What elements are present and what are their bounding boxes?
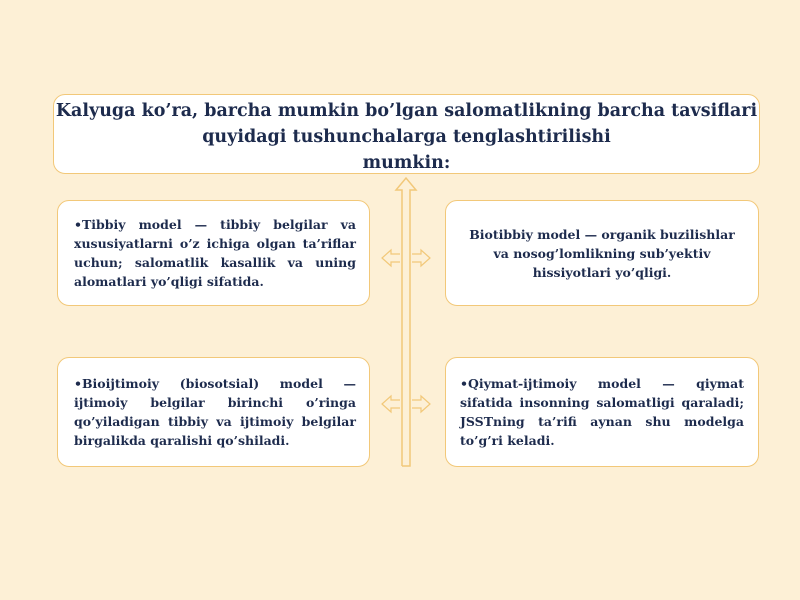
box-qiymat-ijtimoiy-model	[445, 357, 759, 467]
box-biotibbiy-model-text: Biotibbiy model — organik buzilishlar va nosog’lomlikning sub’yektiv hissiyotlari yo’qligi.	[469, 226, 735, 280]
box-tibbiy-model-text: •Tibbiy model — tibbiy belgilar va xususiyatlarni o’z ichiga olgan ta’riflar uchun; salomatlik kasallik va uning alomatlari yo’qligi sifatida.	[74, 217, 356, 289]
title-line-1: Kalyuga ko’ra, barcha mumkin bo’lgan salomatlikning barcha tavsiflari	[55, 101, 758, 121]
box-bioijtimoiy-model-text: •Bioijtimoiy (biosotsial) model — ijtimoiy belgilar birinchi o’ringa qo’yiladigan tibbiy va ijtimoiy belgilar birgalikda qaralishi qo’shiladi.	[74, 376, 356, 448]
arrow-left-top	[382, 250, 400, 266]
title-line-2: quyidagi tushunchalarga tenglashtirilishi	[202, 127, 611, 147]
box-tibbiy-model	[57, 200, 370, 306]
arrow-right-top	[412, 250, 430, 266]
vertical-arrow-up	[396, 178, 416, 466]
title-box	[53, 94, 760, 174]
box-biotibbiy-model	[445, 200, 759, 306]
arrow-left-bottom	[382, 396, 400, 412]
box-bioijtimoiy-model	[57, 357, 370, 467]
title-line-3: mumkin:	[362, 153, 451, 173]
box-qiymat-ijtimoiy-model-text: •Qiymat-ijtimoiy model — qiymat sifatida insonning salomatligi qaraladi; JSSTning ta’rifi aynan shu modelga to’g’ri keladi.	[460, 376, 744, 448]
arrow-right-bottom	[412, 396, 430, 412]
